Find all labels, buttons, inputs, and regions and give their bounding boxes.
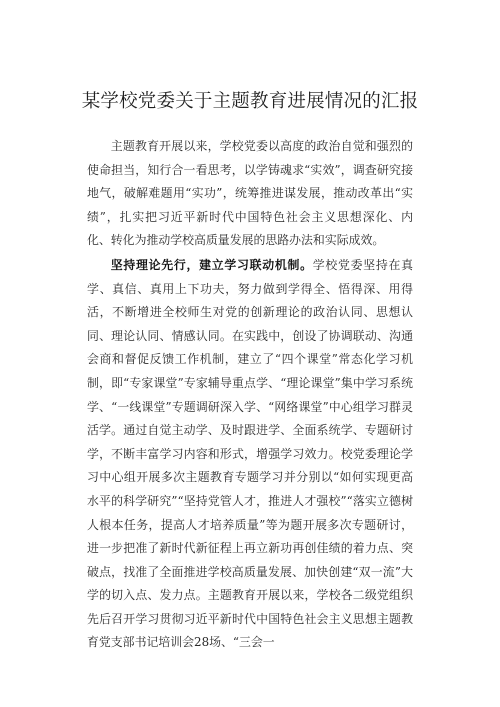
paragraph-intro bbox=[87, 135, 413, 253]
paragraph-text: 学校党委坚持在真学、真信、真用上下功夫，努力做到学得全、悟得深、用得活，不断增进全校师生对党的创新理论的政治认同、思想认同、理论认同、情感认同。在实践中，创设了协调联动、沟通会商和督促反馈工作机制，建立了“四个课堂”常态化学习机制，即“专家课堂”专家辅导重点学、“理论课堂”集中学习系统学、“一线课堂”专题调研深入学、“网络课堂”中心组学习群灵活学。通过自觉主动学、及时跟进学、全面系统学、专题研讨学，不断丰富学习内容和形式，增强学习效力。校党委理论学习中心组开展多次主题教育专题学习并分别以“如何实现更高水平的科学研究”“坚持党管人才，推进人才强校”“落实立德树人根本任务，提高人才培养质量”等为题开展多次专题研讨，进一步把准了新时代新征程上再立新功再创佳绩的着力点、突破点，找准了全面推进学校高质量发展、加快创建“双一流”大学的切入点、发力点。主题教育开展以来，学校各二级党组织先后召开学习贯彻习近平新时代中国特色社会主义思想主题教育党支部书记培训会28场、“三会一 bbox=[87, 257, 413, 650]
document-body bbox=[87, 135, 413, 655]
paragraph-theory-first bbox=[87, 254, 413, 655]
document-title: 某学校党委关于主题教育进展情况的汇报 bbox=[81, 91, 419, 112]
paragraph-text: 主题教育开展以来，学校党委以高度的政治自觉和强烈的使命担当，知行合一看思考，以学铸魂求“实效”，调查研究接地气，破解难题用“实功”，统筹推进谋发展，推动改革出“实绩”，扎实把习近平新时代中国特色社会主义思想深化、内化、转化为推动学校高质量发展的思路办法和实际成效。 bbox=[87, 139, 413, 248]
paragraph-lead: 坚持理论先行，建立学习联动机制。 bbox=[110, 257, 313, 272]
